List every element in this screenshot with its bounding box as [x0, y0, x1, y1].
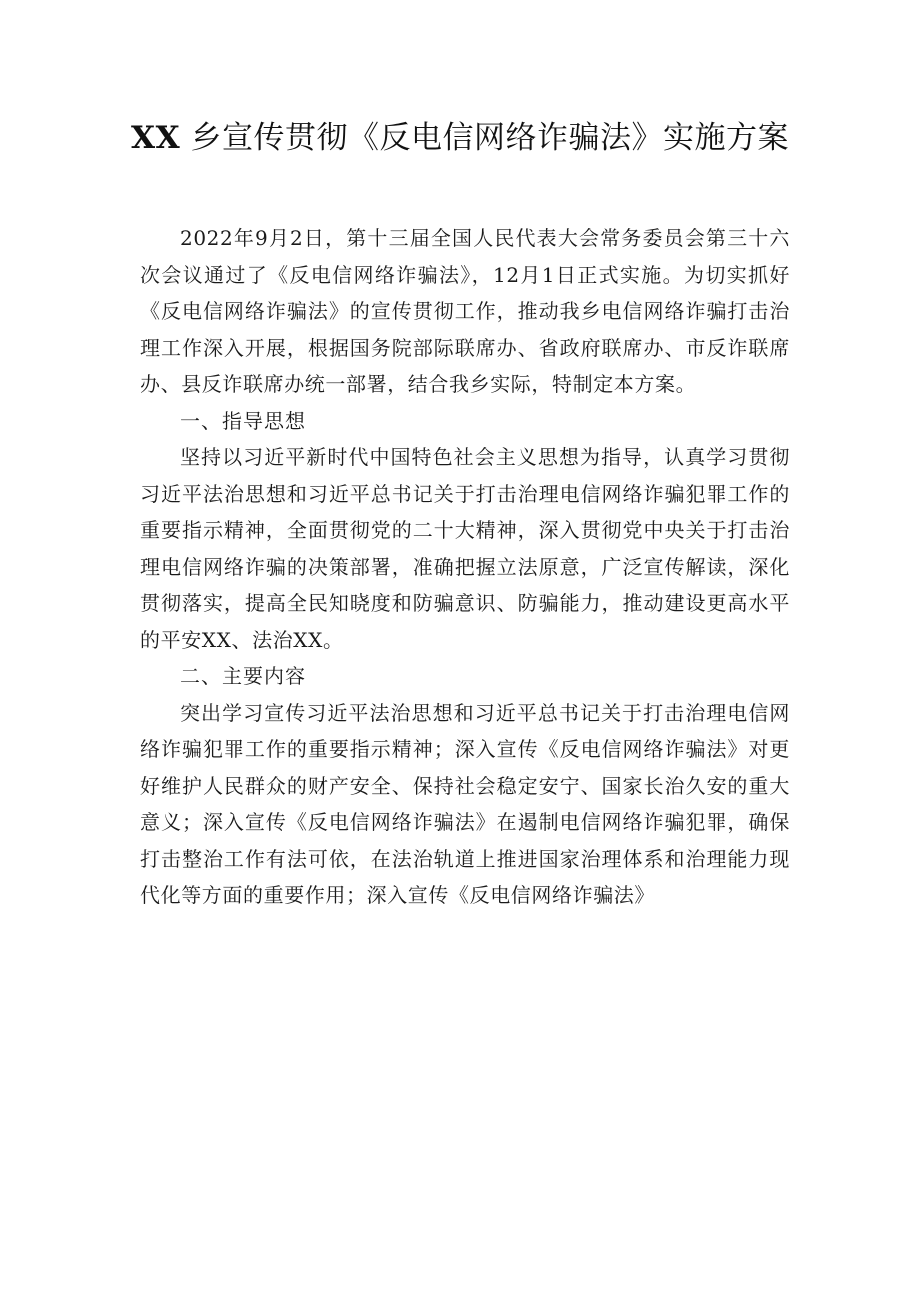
title-text: 乡宣传贯彻《反电信网络诈骗法》实施方案 — [190, 120, 789, 156]
main-content-paragraph: 突出学习宣传习近平法治思想和习近平总书记关于打击治理电信网络诈骗犯罪工作的重要指示精神；深入宣传《反电信网络诈骗法》对更好维护人民群众的财产安全、保持社会稳定安宁、国家长治久安的重大意义；深入宣传《反电信网络诈骗法》在遏制电信网络诈骗犯罪，确保打击整治工作有法可依，在法治轨道上推进国家治理体系和治理能力现代化等方面的重要作用；深入宣传《反电信网络诈骗法》 — [140, 700, 790, 907]
section-heading-main-content: 二、主要内容 — [180, 664, 306, 688]
guiding-ideology-paragraph: 坚持以习近平新时代中国特色社会主义思想为指导，认真学习贯彻习近平法治思想和习近平总书记关于打击治理电信网络诈骗犯罪工作的重要指示精神，全面贯彻党的二十大精神，深入贯彻党中央关于打击治理电信网络诈骗的决策部署，准确把握立法原意，广泛宣传解读，深化贯彻落实，提高全民知晓度和防骗意识、防骗能力，推动建设更高水平的平安XX、法治XX。 — [140, 445, 790, 652]
title-prefix: XX — [131, 120, 181, 156]
intro-paragraph: 2022年9月2日，第十三届全国人民代表大会常务委员会第三十六次会议通过了《反电信网络诈骗法》，12月1日正式实施。为切实抓好《反电信网络诈骗法》的宣传贯彻工作，推动我乡电信网络诈骗打击治理工作深入开展，根据国务院部际联席办、省政府联席办、市反诈联席办、县反诈联席办统一部署，结合我乡实际，特制定本方案。 — [140, 226, 790, 396]
document-body — [140, 220, 790, 914]
section-heading-guiding-ideology: 一、指导思想 — [180, 408, 306, 433]
document-title — [0, 116, 920, 160]
